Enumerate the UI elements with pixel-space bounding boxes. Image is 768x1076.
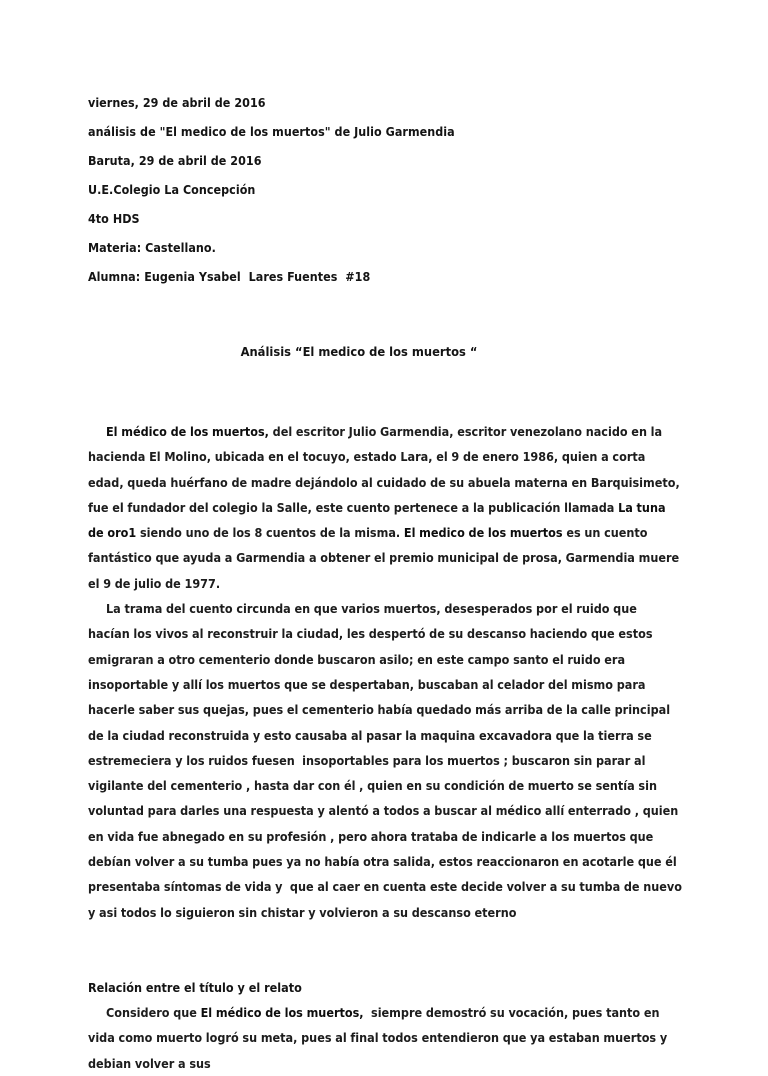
work-title-bold-second: El medico de los muertos (403, 525, 563, 541)
header-line-subject: análisis de "El medico de los muertos" de Julio Garmendia (88, 124, 455, 139)
paragraph-author-biography (88, 419, 682, 596)
paragraph-1-part-2: siendo uno de los 8 cuentos de la misma. (136, 525, 404, 541)
work-title-bold-third: El médico de los muertos, (200, 1004, 364, 1020)
section-heading-title-relation: Relación entre el título y el relato (88, 979, 302, 995)
header-line-student: Alumna: Eugenia Ysabel Lares Fuentes #18 (88, 269, 371, 284)
header-block (88, 88, 682, 291)
body-block (88, 419, 686, 1076)
work-title-bold-lead: El médico de los muertos, (106, 424, 269, 439)
header-line-course: Materia: Castellano. (88, 240, 216, 255)
header-line-grade: 4to HDS (88, 211, 140, 226)
header-line-place-date: Baruta, 29 de abril de 2016 (88, 153, 262, 168)
header-line-school: U.E.Colegio La Concepción (88, 182, 256, 197)
paragraph-1-part-1: del escritor Julio Garmendia, escritor venezolano nacido en la hacienda El Molino, ubicada en el tocuyo, estado Lara, el 9 de enero 1986, quien a corta edad, queda huérfano de madre dejándolo al cuidado de su abuela materna en Barquisimeto, fue el fundador del colegio la Salle, este cuento pertenece a la publicación llamada (88, 424, 684, 515)
paragraph-title-relation (88, 1000, 682, 1076)
header-line-date: viernes, 29 de abril de 2016 (88, 95, 266, 110)
document-title: Análisis “El medico de los muertos “ (240, 345, 478, 360)
paragraph-3-part-2: siempre demostró su vocación, pues tanto en vida como muerto logró su meta, pues al final todos entendieron que ya estaban muertos y debian volver a sus (88, 1004, 671, 1071)
paragraph-plot-summary: La trama del cuento circunda en que varios muertos, desesperados por el ruido que hacían los vivos al reconstruir la ciudad, les despertó de su descanso haciendo que estos emigraran a otro cementerio donde buscaron asilo; en este campo santo el ruido era insoportable y allí los muertos que se despertaban, buscaban al celador del mismo para hacerle saber sus quejas, pues el cementerio había quedado más arriba de la calle principal de la ciudad reconstruida y esto causaba al pasar la maquina excavadora que la tierra se estremeciera y los ruidos fuesen insoportables para los muertos ; buscaron sin parar al vigilante del cementerio , hasta dar con él , quien en su condición de muerto se sentía sin voluntad para darles una respuesta y alentó a todos a buscar al médico allí enterrado , quien en vida fue abnegado en su profesión , pero ahora trataba de indicarle a los muertos que debían volver a su tumba pues ya no había otra salida, estos reaccionaron en acotarle que él presentaba síntomas de vida y que al caer en cuenta este decide volver a su tumba de nuevo y asi todos lo siguieron sin chistar y volvieron a su descanso eterno (88, 601, 686, 920)
paragraph-1-part-3: es un cuento fantástico que ayuda a Garmendia a obtener el premio municipal de prosa, Garmendia muere el 9 de julio de 1977. (88, 525, 683, 591)
document-content (88, 88, 686, 1076)
paragraph-3-part-1: Considero que (106, 1004, 201, 1020)
publication-title-bold: La tuna de oro1 (88, 499, 670, 541)
